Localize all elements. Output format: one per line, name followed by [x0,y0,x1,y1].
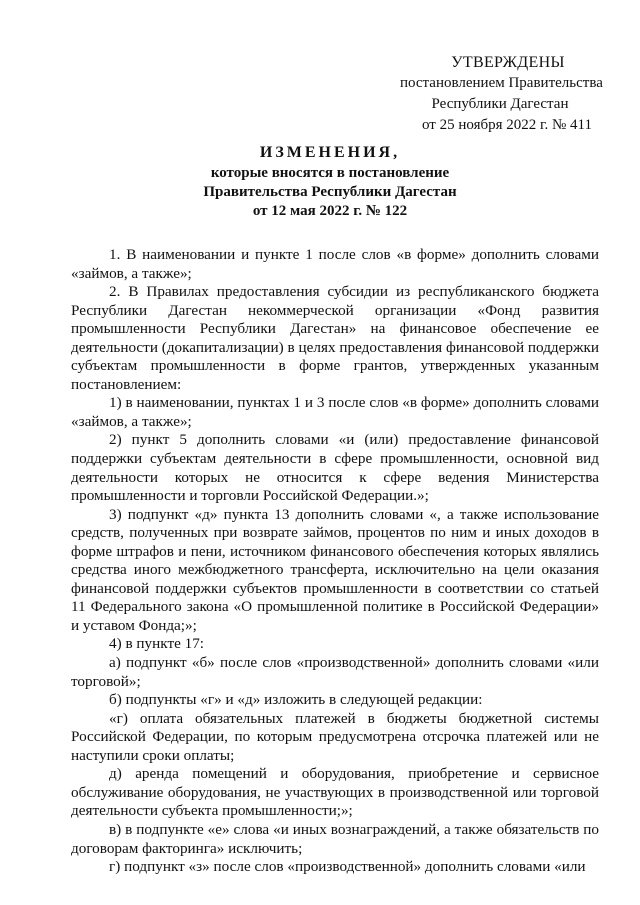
paragraph-12: г) подпункт «з» после слов «производственной» дополнить словами «или [109,858,586,876]
heading-title: ИЗМЕНЕНИЯ, [259,144,401,161]
paragraph-5: 3) подпункт «д» пункта 13 дополнить словами «, а также использование средств, полученных при возврате займов, процентов по ним и иных доходов в форме штрафов и пени, источником финансового обеспечения которых являлись средства иного межбюджетного трансферта, исключительно на цели оказания финансовой поддержки субъектов промышленности в соответствии со статьей 11 Федерального закона «О промышленной политике в Российской Федерации» и уставом Фонда;»; [71,505,599,634]
paragraph-10: д) аренда помещений и оборудования, приобретение и сервисное обслуживание оборудования, не участвующих в производственной или торговой деятельности субъекта промышленности;»; [71,765,599,820]
approval-title: УТВЕРЖДЕНЫ [451,54,565,71]
approval-line-2: Республики Дагестан [431,96,569,112]
paragraph-2: 2. В Правилах предоставления субсидии из республиканского бюджета Республики Дагестан некоммерческой организации «Фонд развития промышленности Республики Дагестан» на финансовое обеспечение ее деятельности (докапитализации) в целях предоставления финансовой поддержки субъектам промышленности в форме грантов, утвержденных указанным постановлением: [71,283,599,393]
approval-block [360,52,603,136]
paragraph-3: 1) в наименовании, пунктах 1 и 3 после слов «в форме» дополнить словами «займов, а также»; [71,394,599,430]
paragraph-8: б) подпункты «г» и «д» изложить в следующей редакции: [109,691,483,709]
paragraph-7: а) подпункт «б» после слов «производственной» дополнить словами «или торговой»; [71,654,599,690]
paragraph-11: в) в подпункте «е» слова «и иных вознаграждений, а также обязательств по договорам факторинга» исключить; [71,820,599,857]
paragraph-4: 2) пункт 5 дополнить словами «и (или) предоставление финансовой поддержки субъектам деятельности в сфере промышленности, основной вид деятельности которых не относится к сфере ведения Министерства промышленности и торговли Российской Федерации.»; [71,431,599,505]
document-body [71,246,599,877]
paragraph-6: 4) в пункте 17: [109,635,205,653]
heading-line-3: от 12 мая 2022 г. № 122 [252,203,408,219]
approval-line-3: от 25 ноября 2022 г. № 411 [422,117,592,133]
heading-line-2: Правительства Республики Дагестан [203,184,457,200]
paragraph-9: «г) оплата обязательных платежей в бюджеты бюджетной системы Российской Федерации, по которым предусмотрена отсрочка платежей или не наступили сроки оплаты; [71,709,599,764]
approval-line-1: постановлением Правительства [400,75,603,91]
paragraph-1: 1. В наименовании и пункте 1 после слов «в форме» дополнить словами «займов, а также»; [71,246,599,282]
heading-line-1: которые вносятся в постановление [210,165,450,181]
document-heading [140,143,520,221]
